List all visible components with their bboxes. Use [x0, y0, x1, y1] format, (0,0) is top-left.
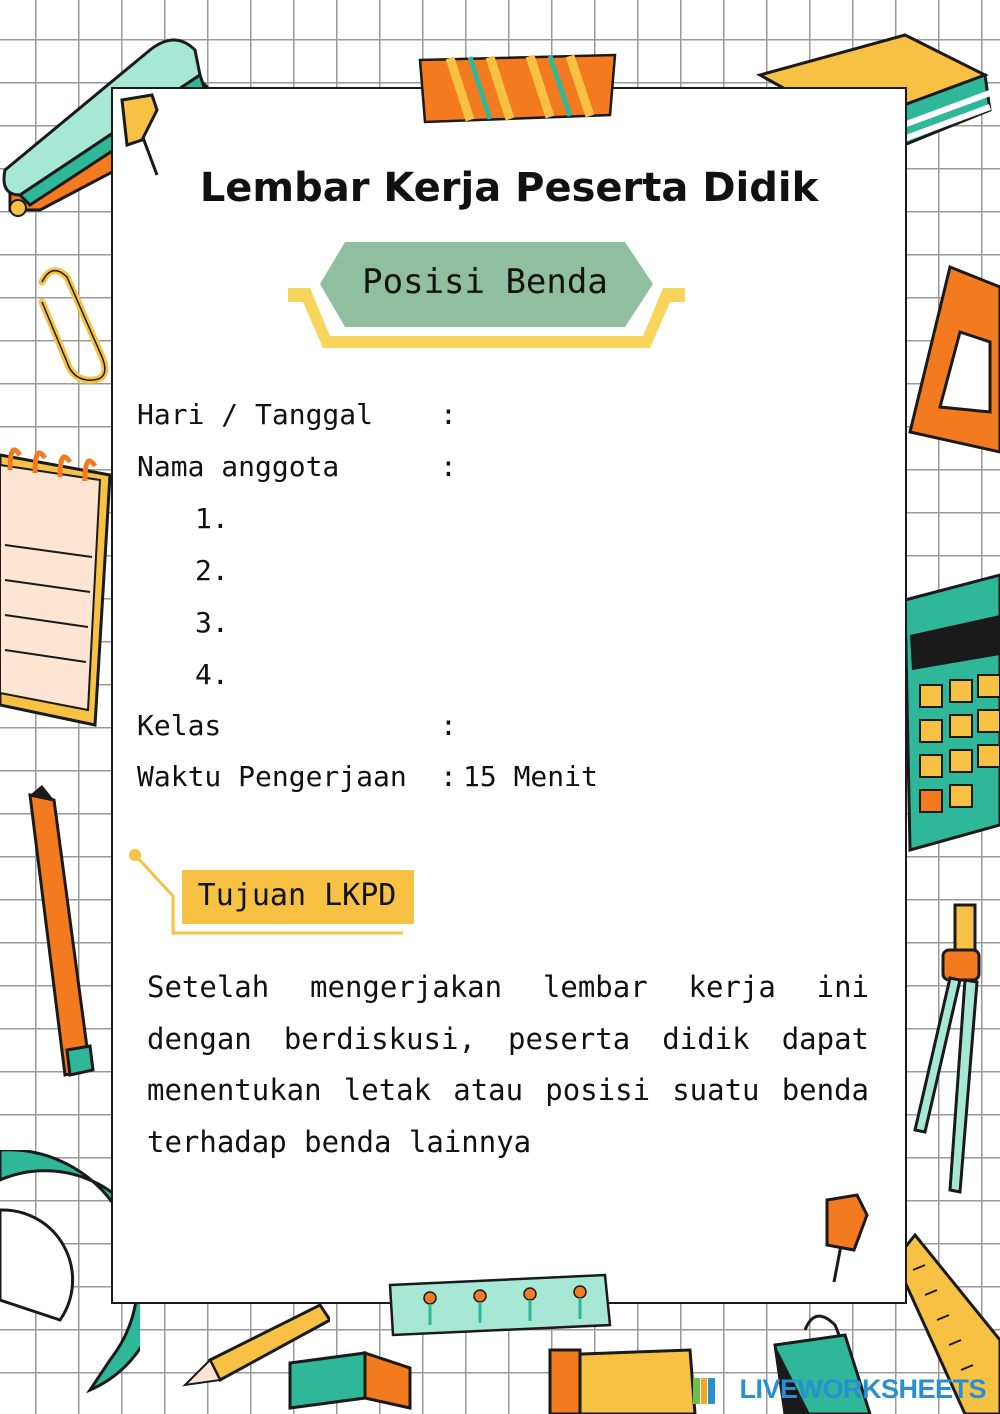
- compass-icon: [905, 900, 1000, 1210]
- sharpener-icon: [540, 1345, 700, 1414]
- page-title: Lembar Kerja Peserta Didik: [199, 165, 819, 211]
- paperclip-icon: [22, 262, 112, 387]
- triangle-ruler-icon: [905, 262, 1000, 457]
- time-value: 15 Menit: [463, 760, 598, 793]
- goal-heading: Tujuan LKPD: [197, 878, 397, 913]
- calculator-icon: [900, 570, 1000, 855]
- members-label: Nama anggota: [137, 450, 340, 483]
- time-label: Waktu Pengerjaan: [137, 760, 407, 793]
- goal-paragraph: Setelah mengerjakan lembar kerja ini dengan berdiskusi, peserta didik dapat menentukan letak atau posisi suatu benda terhadap benda lainnya: [147, 970, 869, 1159]
- topic-badge: Posisi Benda: [362, 262, 608, 302]
- member-number-3: 3.: [195, 606, 229, 639]
- date-colon: :: [440, 398, 457, 431]
- notepad-icon: [0, 425, 120, 735]
- liveworksheets-logo-icon: [693, 1378, 715, 1404]
- eraser-icon: [285, 1348, 415, 1414]
- pushpin-orange-icon: [812, 1190, 872, 1285]
- floral-tape-icon: [385, 1270, 613, 1340]
- member-number-1: 1.: [195, 502, 229, 535]
- class-colon: :: [440, 709, 457, 742]
- class-label: Kelas: [137, 709, 222, 742]
- member-number-2: 2.: [195, 554, 229, 587]
- date-label: Hari / Tanggal: [137, 398, 374, 431]
- tape-icon: [415, 50, 620, 125]
- time-colon: :: [440, 760, 457, 793]
- pencil-icon: [20, 780, 100, 1090]
- member-number-4: 4.: [195, 658, 229, 691]
- watermark[interactable]: LIVEWORKSHEETS: [739, 1374, 986, 1404]
- members-colon: :: [440, 450, 457, 483]
